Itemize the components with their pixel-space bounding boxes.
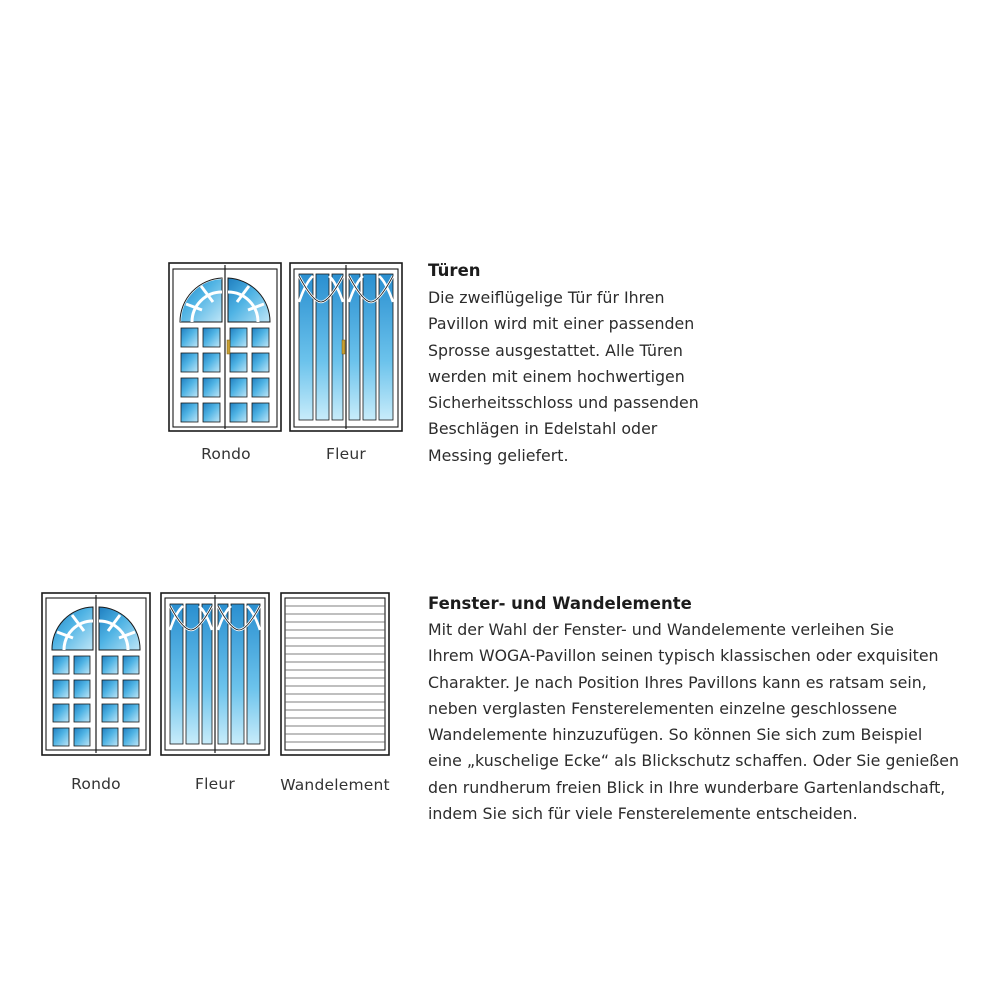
windows-line: indem Sie sich für viele Fensterelemente entscheiden. xyxy=(428,804,858,824)
doors-line: Messing geliefert. xyxy=(428,445,569,465)
windows-line: Charakter. Je nach Position Ihres Pavillons kann es ratsam sein, xyxy=(428,672,927,692)
doors-line: Sicherheitsschloss und passenden xyxy=(428,393,699,413)
windows-line: Mit der Wahl der Fenster- und Wandelemente verleihen Sie xyxy=(428,620,895,639)
windows-description xyxy=(428,617,959,827)
doors-description xyxy=(428,285,699,469)
doors-heading: Türen xyxy=(428,261,481,280)
door-caption-fleur: Fleur xyxy=(326,445,366,463)
windows-line: eine „kuschelige Ecke“ als Blickschutz schaffen. Oder Sie genießen xyxy=(428,751,959,771)
wandelement-illustration xyxy=(280,592,390,756)
doors-line: Pavillon wird mit einer passenden xyxy=(428,314,695,334)
doors-line: Beschlägen in Edelstahl oder xyxy=(428,419,658,439)
rondo-door-illustration xyxy=(168,262,282,432)
door-caption-rondo: Rondo xyxy=(201,445,251,463)
window-caption-wandelement: Wandelement xyxy=(280,776,390,794)
windows-heading: Fenster- und Wandelemente xyxy=(428,594,692,613)
fleur-door-illustration xyxy=(289,262,403,432)
windows-line: den rundherum freien Blick in Ihre wunderbare Gartenlandschaft, xyxy=(428,777,946,797)
window-caption-fleur: Fleur xyxy=(195,775,235,793)
doors-line: Sprosse ausgestattet. Alle Türen xyxy=(428,340,683,360)
windows-line: Ihrem WOGA-Pavillon seinen typisch klassischen oder exquisiten xyxy=(428,646,939,666)
fleur-window-illustration xyxy=(160,592,270,756)
windows-line: neben verglasten Fensterelementen einzelne geschlossene xyxy=(428,698,898,718)
rondo-window-illustration xyxy=(41,592,151,756)
doors-line: werden mit einem hochwertigen xyxy=(428,366,685,386)
doors-line: Die zweiflügelige Tür für Ihren xyxy=(428,288,665,307)
windows-line: Wandelemente hinzuzufügen. So können Sie sich zum Beispiel xyxy=(428,725,923,745)
window-caption-rondo: Rondo xyxy=(71,775,121,793)
